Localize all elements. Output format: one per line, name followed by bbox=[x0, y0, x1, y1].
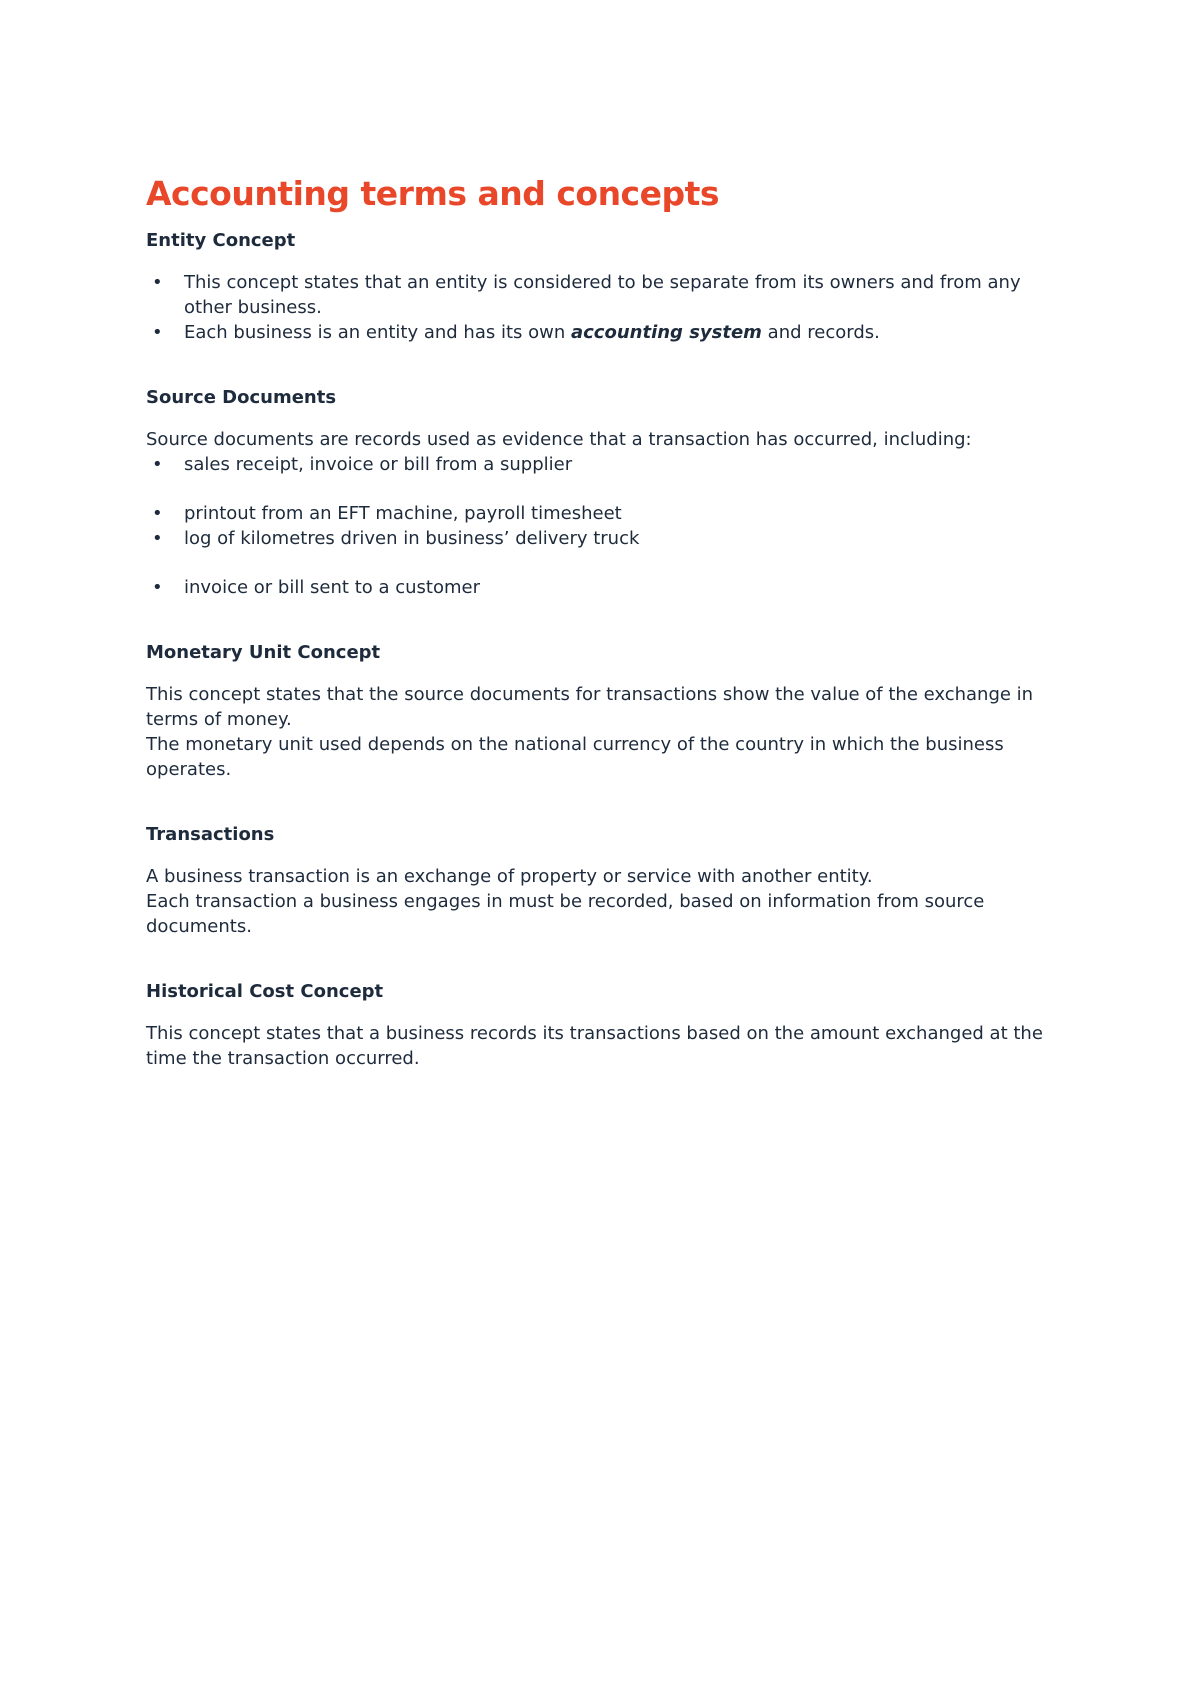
historical-cost-heading: Historical Cost Concept bbox=[146, 981, 384, 1002]
list-item: • sales receipt, invoice or bill from a supplier bbox=[146, 452, 1066, 477]
source-documents-heading: Source Documents bbox=[146, 387, 337, 408]
transactions-para: Each transaction a business engages in must be recorded, based on information from source documents. bbox=[146, 891, 985, 937]
monetary-unit-heading: Monetary Unit Concept bbox=[146, 642, 381, 663]
source-documents-intro: Source documents are records used as evidence that a transaction has occurred, including: bbox=[146, 429, 972, 450]
transactions-heading: Transactions bbox=[146, 824, 275, 845]
list-item-text: and records. bbox=[761, 322, 880, 343]
source-documents-list bbox=[146, 452, 1066, 477]
accounting-system-term: accounting system bbox=[570, 322, 762, 343]
list-item: • printout from an EFT machine, payroll timesheet bbox=[146, 501, 1066, 526]
monetary-unit-para: The monetary unit used depends on the national currency of the country in which the business operates. bbox=[146, 734, 1004, 780]
source-documents-list bbox=[146, 501, 1066, 551]
list-item-text: Each business is an entity and has its own bbox=[184, 322, 571, 343]
list-item bbox=[146, 320, 1066, 345]
document-page bbox=[146, 172, 1066, 1071]
list-item bbox=[146, 270, 1066, 320]
entity-concept-heading: Entity Concept bbox=[146, 230, 296, 251]
historical-cost-para: This concept states that a business records its transactions based on the amount exchanged at the time the transaction occurred. bbox=[146, 1023, 1043, 1069]
list-item-text: This concept states that an entity is considered to be separate from its owners and from any other business. bbox=[184, 272, 1021, 318]
source-documents-list bbox=[146, 575, 1066, 600]
list-item: • invoice or bill sent to a customer bbox=[146, 575, 1066, 600]
monetary-unit-para: This concept states that the source documents for transactions show the value of the exchange in terms of money. bbox=[146, 684, 1034, 730]
transactions-para: A business transaction is an exchange of property or service with another entity. bbox=[146, 866, 873, 887]
page-title: Accounting terms and concepts bbox=[146, 174, 720, 213]
entity-concept-list bbox=[146, 270, 1066, 345]
list-item: • log of kilometres driven in business’ delivery truck bbox=[146, 526, 1066, 551]
